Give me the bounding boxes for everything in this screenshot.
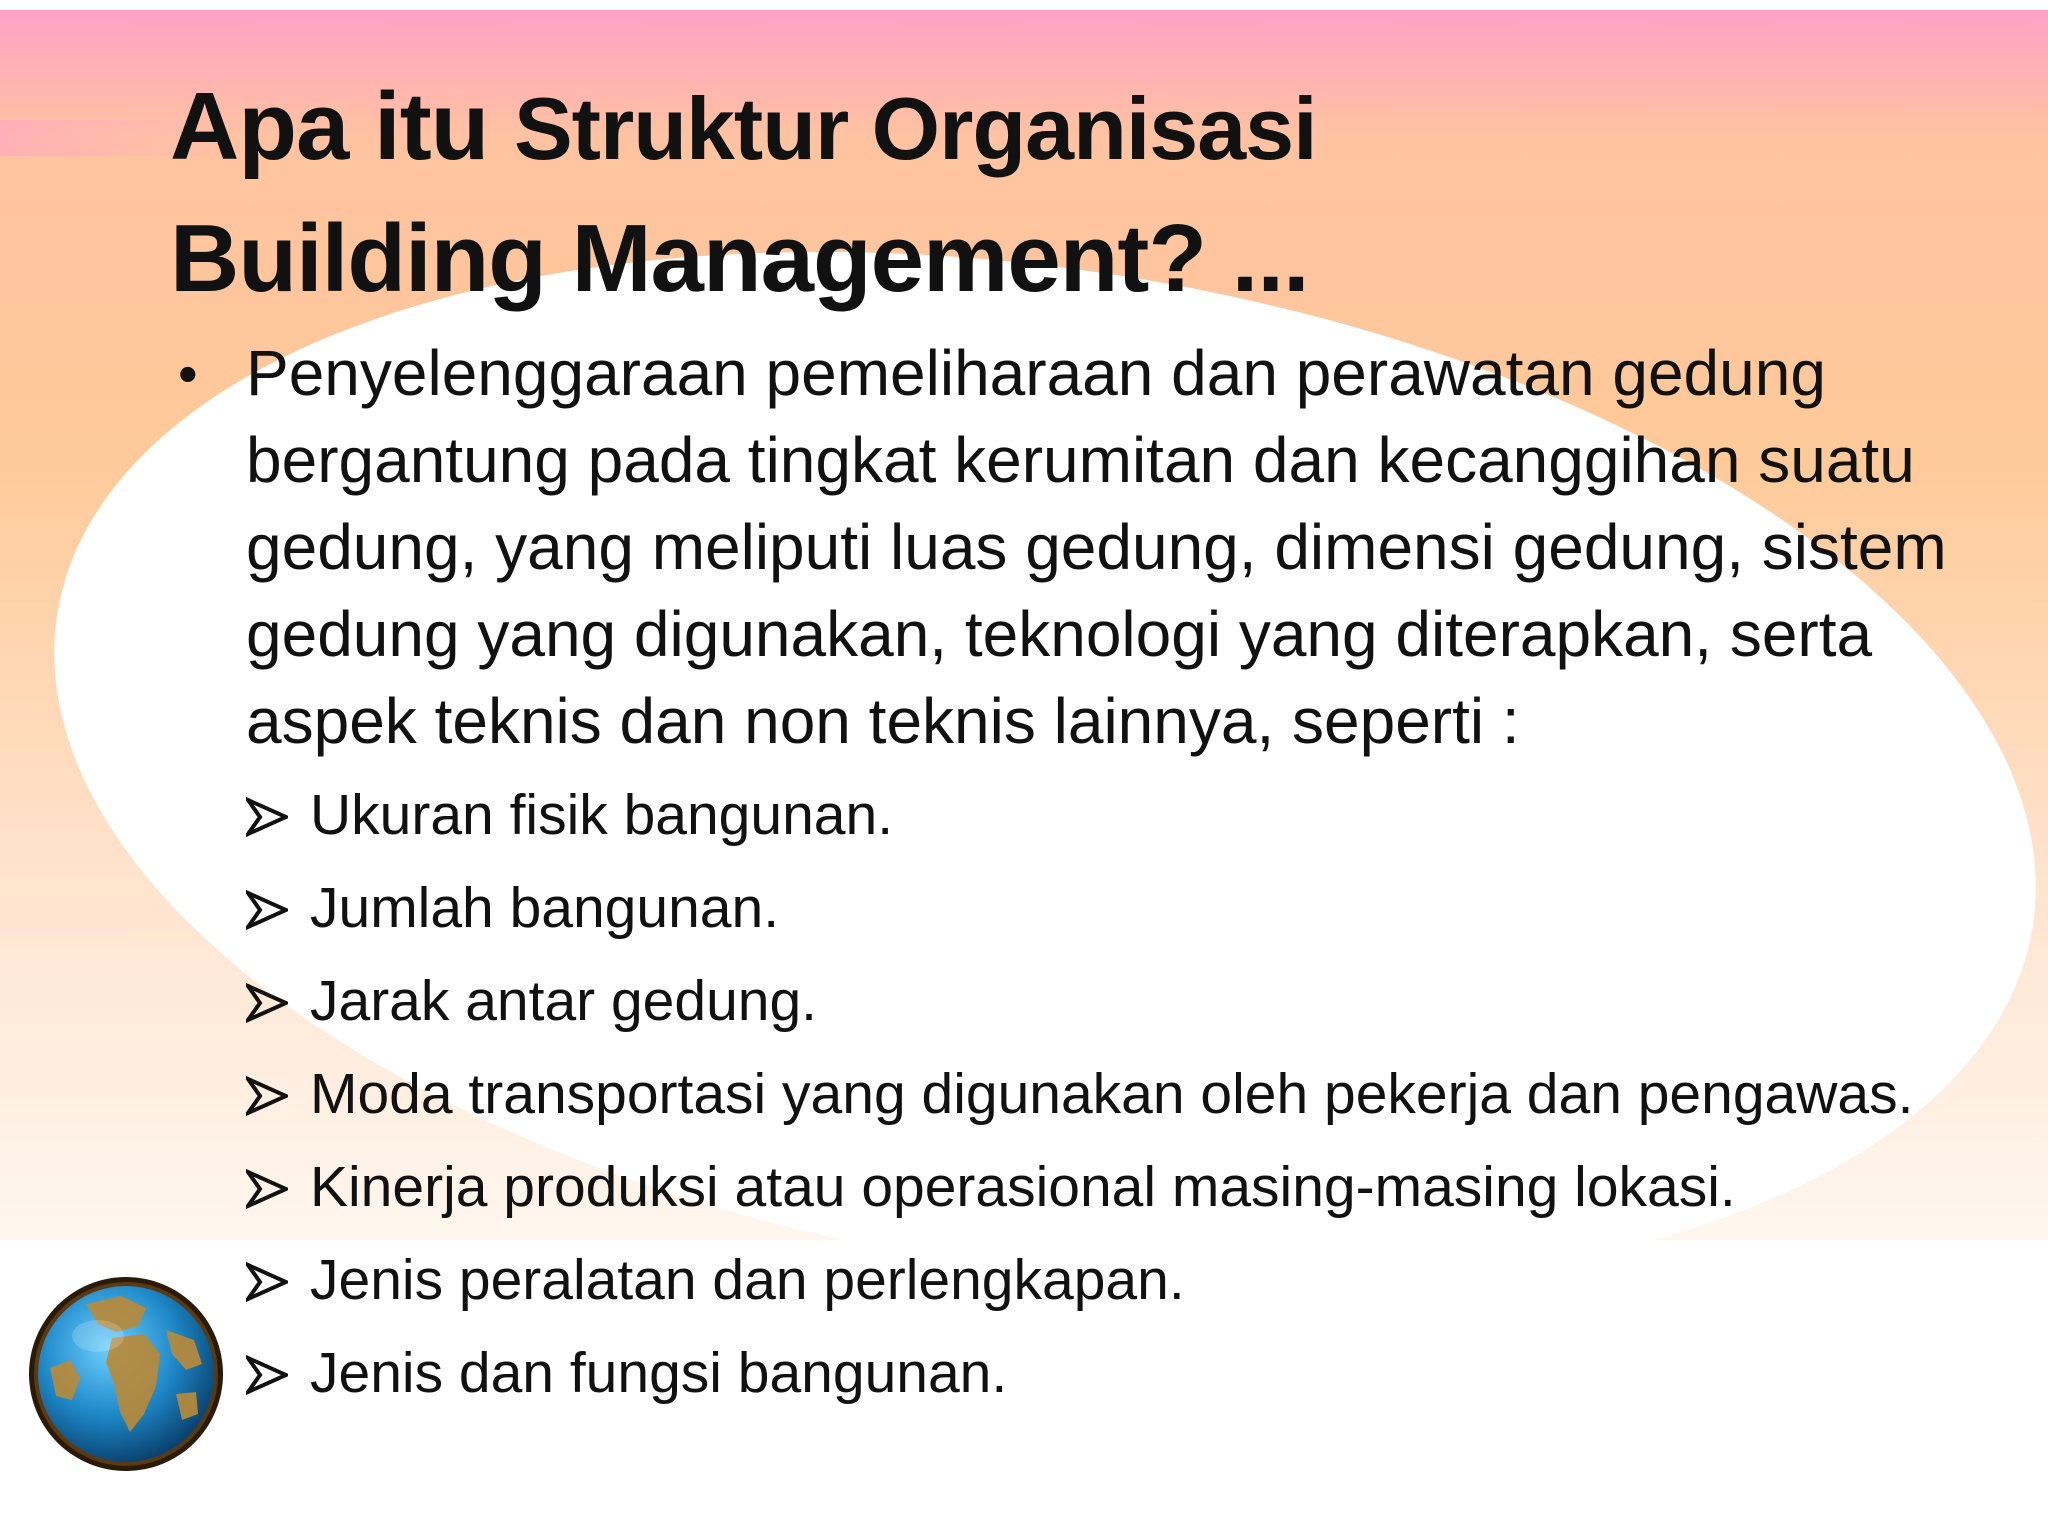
sub-bullet-list xyxy=(170,775,1970,1413)
arrowhead-icon xyxy=(246,1169,288,1209)
globe-icon xyxy=(26,1274,226,1474)
list-item-text: Jarak antar gedung. xyxy=(310,969,818,1033)
title-part-2: Struktur Organisasi xyxy=(513,79,1317,178)
title-part-1: Apa itu xyxy=(170,73,514,180)
main-bullet xyxy=(170,330,1970,765)
list-item xyxy=(246,1054,1970,1134)
list-item xyxy=(246,775,1970,855)
arrowhead-icon xyxy=(246,1262,288,1302)
list-item-text: Ukuran fisik bangunan. xyxy=(310,783,894,847)
list-item xyxy=(246,868,1970,948)
list-item-text: Jenis peralatan dan perlengkapan. xyxy=(310,1248,1185,1312)
list-item-text: Jumlah bangunan. xyxy=(310,876,780,940)
list-item xyxy=(246,1240,1970,1320)
slide-body xyxy=(170,330,1970,1426)
list-item xyxy=(246,1333,1970,1413)
arrowhead-icon xyxy=(246,983,288,1023)
arrowhead-icon xyxy=(246,1355,288,1395)
arrowhead-icon xyxy=(246,1076,288,1116)
title-line-2: Building Management? ... xyxy=(170,205,1309,312)
list-item-text: Kinerja produksi atau operasional masing-masing lokasi. xyxy=(310,1155,1736,1219)
title-line-1 xyxy=(170,62,1870,194)
list-item-text: Jenis dan fungsi bangunan. xyxy=(310,1341,1008,1405)
slide-title xyxy=(170,62,1870,324)
top-edge xyxy=(0,0,2048,10)
main-paragraph: Penyelenggaraan pemeliharaan dan perawatan gedung bergantung pada tingkat kerumitan dan kecanggihan suatu gedung, yang meliputi luas gedung, dimensi gedung, sistem gedung yang digunakan, teknologi yang diterapkan, serta aspek teknis dan non teknis lainnya, seperti : xyxy=(246,337,1947,757)
list-item xyxy=(246,1147,1970,1227)
arrowhead-icon xyxy=(246,890,288,930)
list-item-text: Moda transportasi yang digunakan oleh pekerja dan pengawas. xyxy=(310,1062,1914,1126)
list-item xyxy=(246,961,1970,1041)
arrowhead-icon xyxy=(246,797,288,837)
bullet-dot: • xyxy=(178,342,198,405)
